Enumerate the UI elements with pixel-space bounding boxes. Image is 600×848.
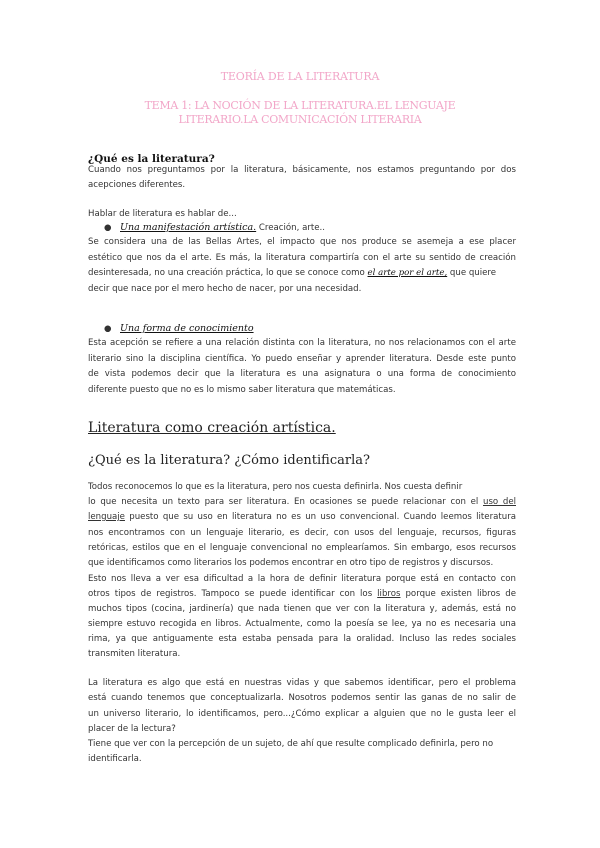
paragraph-line: Hablar de literatura es hablar de... [88, 209, 237, 219]
topic-title-line: TEMA 1: LA NOCIÓN DE LA LITERATURA.EL LENGUAJE [144, 99, 456, 112]
paragraph-line: acepciones diferentes. [88, 180, 186, 190]
section-heading: ¿Qué es la literatura? [88, 153, 215, 165]
text-span: que quiere [447, 268, 497, 278]
paragraph-line: muchos tipos (cocina, jardinería) que nada tienen que ver con la literatura y, además, está no [88, 604, 516, 614]
paragraph-line: un universo literario, lo identificamos, pero...¿Cómo explicar a alguien que no le gusta leer el [88, 709, 516, 719]
paragraph-line [88, 266, 516, 281]
text-span: puesto que su uso en literatura no es un uso convencional. Cuando leemos literatura [124, 512, 516, 522]
section-subheading: ¿Qué es la literatura? ¿Cómo identificarla? [88, 453, 370, 468]
paragraph-line: literario sino la disciplina científica. Yo puedo enseñar y aprender literatura. Desde este punto [88, 354, 516, 364]
emphasis-text: el arte por el arte, [367, 268, 448, 278]
bullet-dot-icon: ● [104, 223, 112, 233]
text-span: lo que necesita un texto para ser literatura. En ocasiones se puede relacionar con el [88, 497, 483, 507]
bullet-text: Creación, arte.. [256, 223, 325, 233]
paragraph-line: de vista podemos decir que la literatura es una asignatura o una forma de conocimiento [88, 369, 516, 379]
paragraph-line: retóricas, estilos que en el lenguaje convencional no emplearíamos. Sin embargo, esos recursos [88, 543, 516, 553]
text-span: otros tipos de registros. Tampoco se puede identificar con los [88, 589, 378, 599]
paragraph-line [88, 510, 516, 525]
paragraph-line: La literatura es algo que está en nuestras vidas y que sabemos identificar, pero el problema [88, 678, 516, 688]
paragraph-line: está cuando tenemos que conceptualizarla. Nosotros podemos sentir las ganas de no salir de [88, 693, 516, 703]
paragraph-line: nos encontramos con un lenguaje literario, es decir, con usos del lenguaje, recursos, figuras [88, 528, 516, 538]
paragraph-line: Tiene que ver con la percepción de un sujeto, de ahí que resulte complicado definirla, pero no [88, 739, 494, 749]
paragraph-line [88, 495, 516, 510]
text-span: porque existen libros de [400, 589, 516, 599]
bullet-item [104, 323, 254, 334]
topic-title [90, 99, 510, 127]
paragraph-line: estético que nos da el arte. Es más, la literatura compartiría con el arte su sentido de creación [88, 253, 516, 263]
bullet-title: Una forma de conocimiento [120, 323, 254, 334]
underlined-text: libros [377, 589, 401, 599]
paragraph-line: transmiten literatura. [88, 649, 181, 659]
paragraph-line [88, 587, 516, 602]
paragraph-line: identificarla. [88, 754, 142, 764]
paragraph-line: decir que nace por el mero hecho de nacer, por una necesidad. [88, 284, 362, 294]
bullet-dot-icon: ● [104, 324, 112, 334]
paragraph-line: Esta acepción se refiere a una relación distinta con la literatura, no nos relacionamos con el arte [88, 338, 516, 348]
text-span: desinteresada, no una creación práctica, lo que se conoce como [88, 268, 368, 278]
bullet-title: Una manifestación artística. [120, 222, 257, 233]
paragraph-line: placer de la lectura? [88, 724, 176, 734]
underlined-text: lenguaje [88, 512, 125, 522]
topic-title-line: LITERARIO.LA COMUNICACIÓN LITERARIA [178, 113, 422, 126]
underlined-text: uso del [483, 497, 516, 507]
document-title: TEORÍA DE LA LITERATURA [220, 70, 380, 83]
bullet-item [104, 222, 325, 233]
paragraph-line: Todos reconocemos lo que es la literatura, pero nos cuesta definirla. Nos cuesta definir [88, 482, 463, 492]
section-heading: Literatura como creación artística. [88, 420, 336, 436]
paragraph-line: que identificamos como literarios los podemos encontrar en otro tipo de registros y discursos. [88, 558, 494, 568]
paragraph-line: Se considera una de las Bellas Artes, el impacto que nos produce se asemeja a ese placer [88, 237, 516, 247]
paragraph-line: siempre estuvo recogida en libros. Actualmente, como la poesía se lee, ya no es necesaria una [88, 619, 516, 629]
paragraph-line: Cuando nos preguntamos por la literatura, básicamente, nos estamos preguntando por dos [88, 165, 516, 175]
paragraph-line: diferente puesto que no es lo mismo saber literatura que matemáticas. [88, 385, 396, 395]
paragraph-line: rima, ya que antiguamente esta estaba pensada para la oralidad. Incluso las redes sociales [88, 634, 516, 644]
paragraph-line: Esto nos lleva a ver esa dificultad a la hora de definir literatura porque está en contacto con [88, 574, 516, 584]
